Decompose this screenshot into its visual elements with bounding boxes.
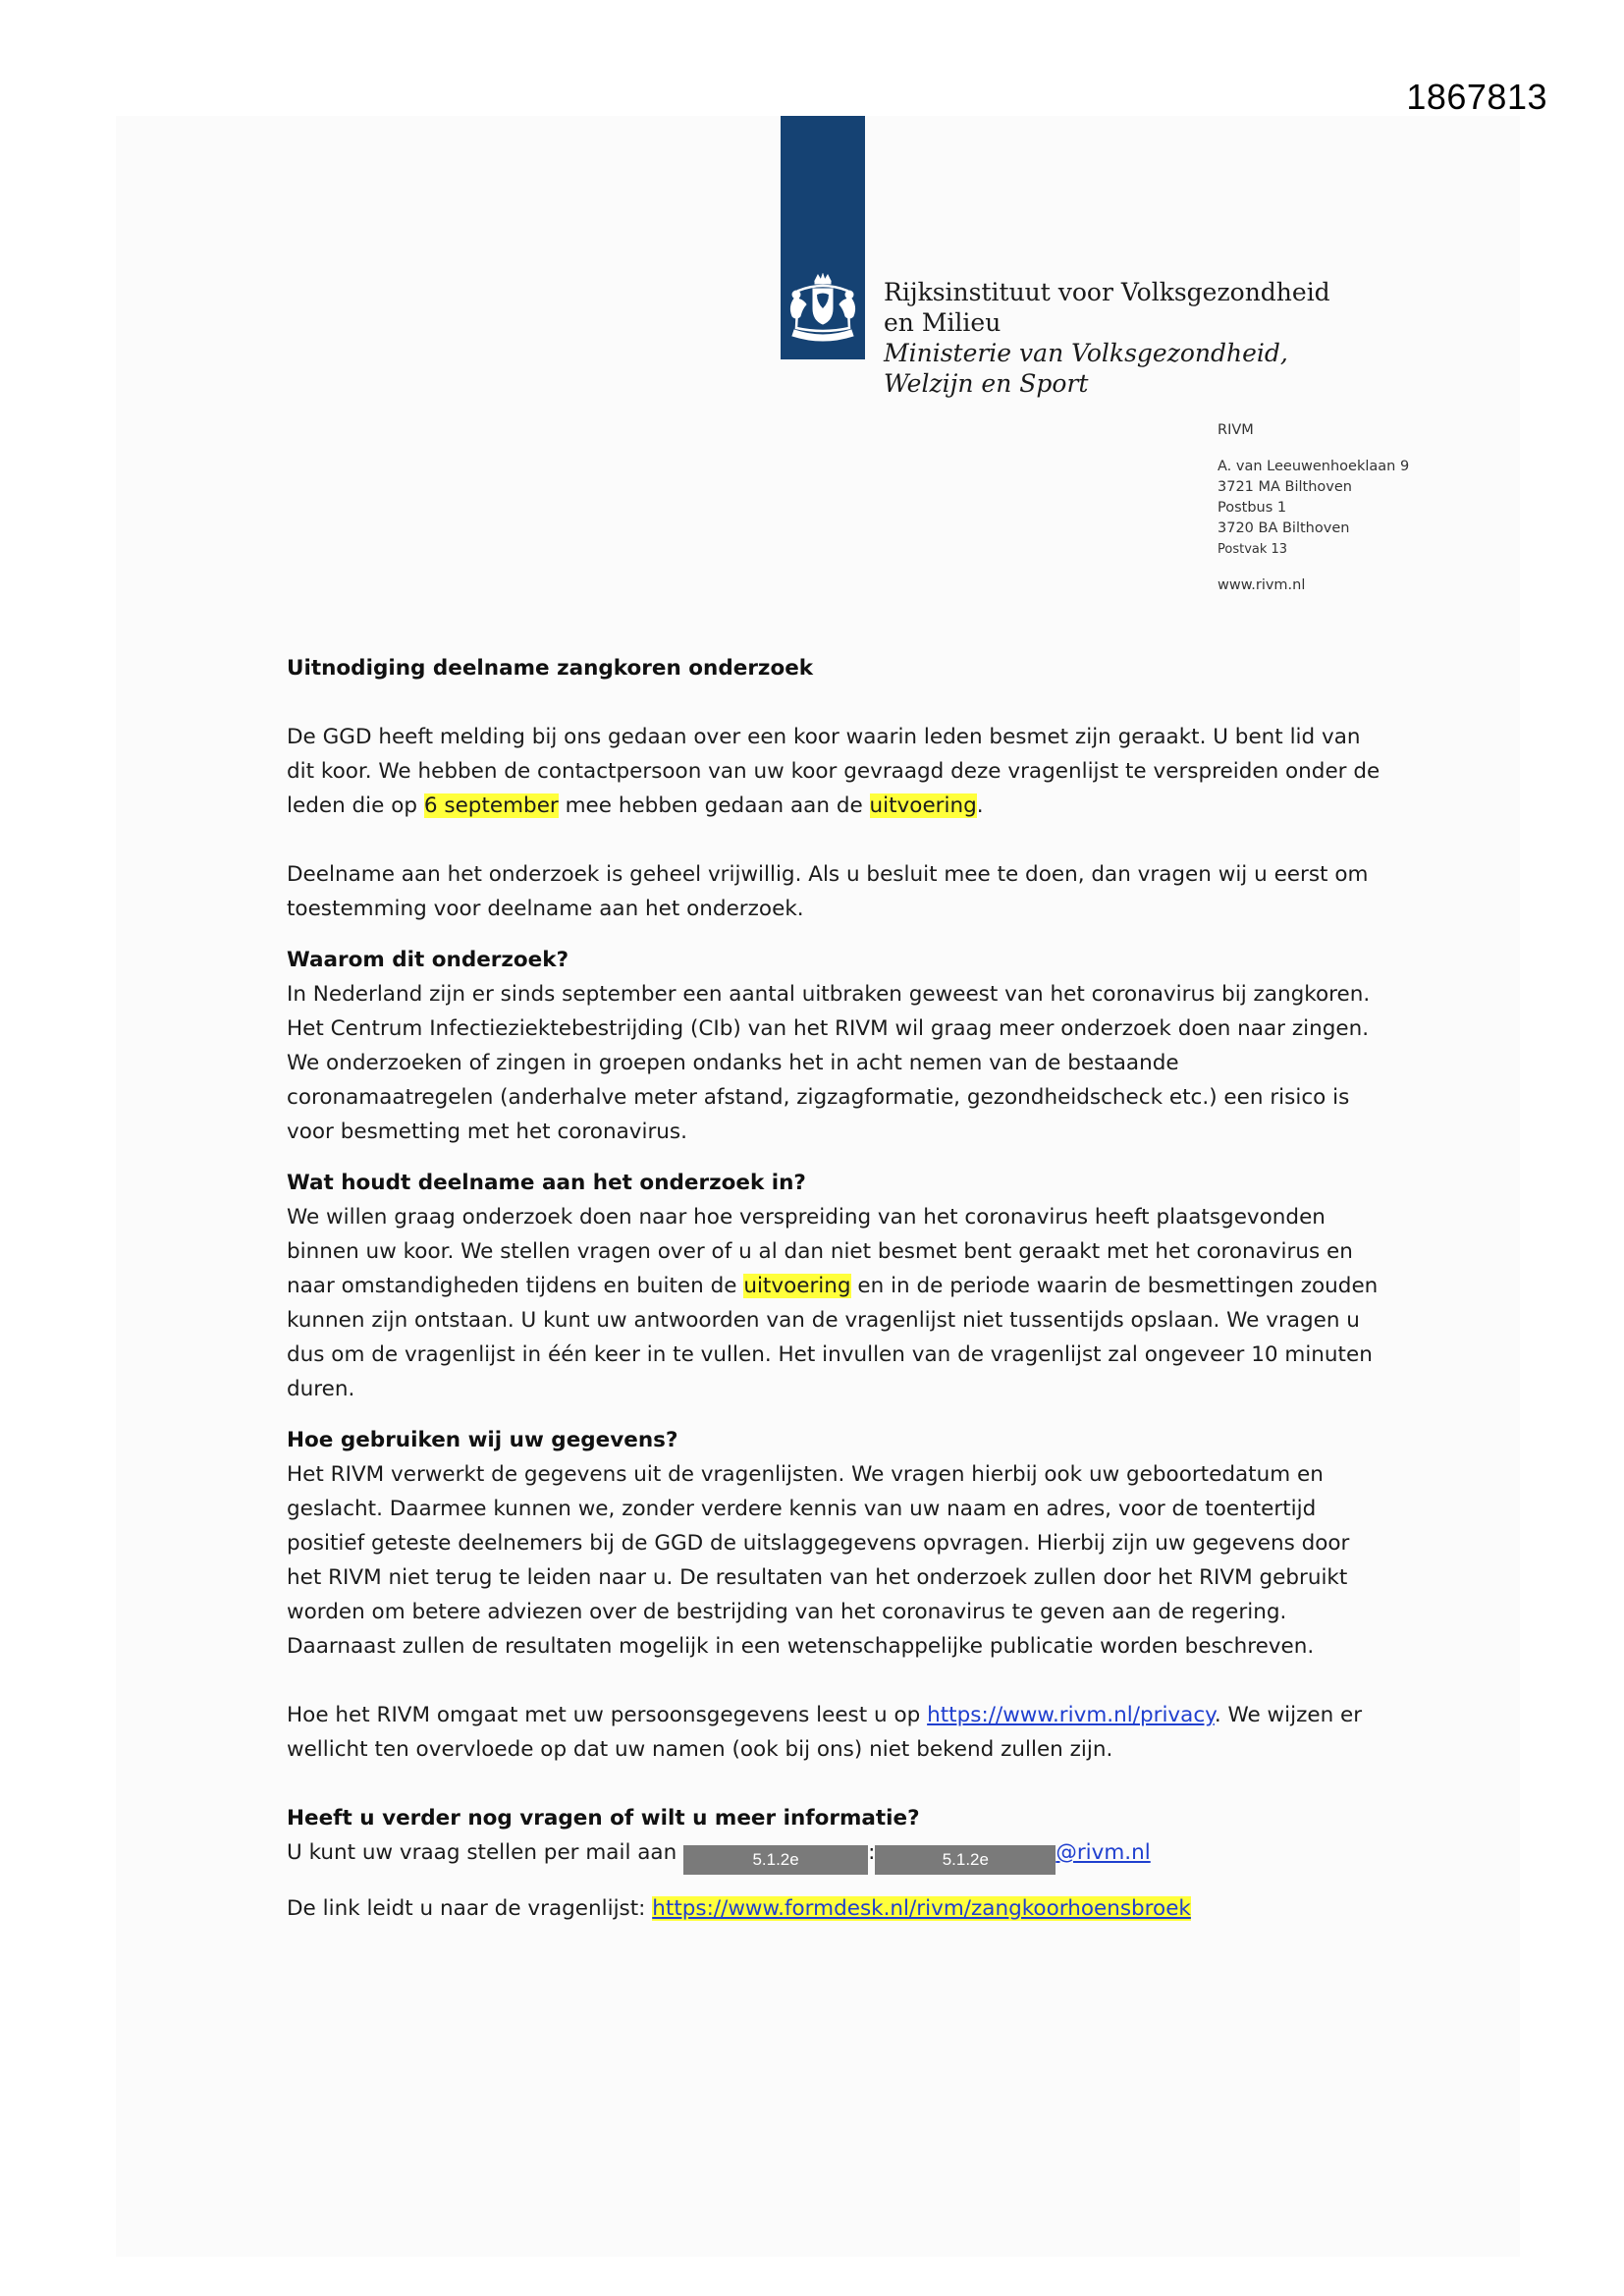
survey-link[interactable]: https://www.formdesk.nl/rivm/zangkoorhoensbroek: [652, 1896, 1191, 1921]
data-use-heading: Hoe gebruiken wij uw gegevens?: [287, 1428, 678, 1452]
ministry-line: Ministerie van Volksgezondheid,: [884, 339, 1288, 367]
org-line: Rijksinstituut voor Volksgezondheid: [884, 278, 1330, 306]
website: www.rivm.nl: [1218, 577, 1306, 593]
highlighted-event: uitvoering: [869, 793, 977, 818]
intro-text: mee hebben gedaan aan de: [558, 793, 870, 818]
contact-line: [287, 1835, 1386, 1875]
intro-text: De GGD heeft melding bij ons gedaan over een koor waarin leden besmet zijn geraakt. U bent lid van dit koor. We hebben de contactpersoon van uw koor gevraagd deze vragenlijst te verspreiden onder de leden die op: [287, 725, 1380, 818]
document-number: 1867813: [1406, 77, 1547, 117]
org-line: en Milieu: [884, 308, 1001, 337]
questions-heading: Heeft u verder nog vragen of wilt u meer informatie?: [287, 1806, 920, 1831]
highlighted-date: 6 september: [423, 793, 559, 818]
dutch-coat-of-arms-icon: [785, 273, 861, 344]
participation-text: en in de periode waarin de besmettingen zouden kunnen zijn ontstaan. U kunt uw antwoorden van de vragenlijst niet tussentijds opslaan. We vragen u dus om de vragenlijst in één keer in te vullen. Het invullen van de vragenlijst zal ongeveer 10 minuten duren.: [287, 1274, 1379, 1401]
survey-prefix: De link leidt u naar de vragenlijst:: [287, 1896, 653, 1921]
sender-address: [1218, 420, 1409, 596]
postal-city: 3721 MA Bilthoven: [1218, 479, 1352, 495]
sender-name: RIVM: [1218, 422, 1254, 438]
email-link[interactable]: @rivm.nl: [1056, 1840, 1151, 1865]
privacy-paragraph: [287, 1698, 1386, 1767]
postvak: Postvak 13: [1218, 542, 1288, 557]
street-address: A. van Leeuwenhoeklaan 9: [1218, 459, 1410, 474]
government-logo: [781, 116, 865, 359]
participation-heading: Wat houdt deelname aan het onderzoek in?: [287, 1171, 806, 1195]
participation-text: We willen graag onderzoek doen naar hoe verspreiding van het coronavirus heeft plaatsgevonden binnen uw koor. We stellen vragen over of u al dan niet besmet bent geraakt met het coronavirus en naar omstandigheden tijdens en buiten de: [287, 1205, 1353, 1298]
po-box-city: 3720 BA Bilthoven: [1218, 520, 1350, 536]
po-box: Postbus 1: [1218, 500, 1287, 516]
privacy-link[interactable]: https://www.rivm.nl/privacy: [927, 1703, 1215, 1727]
intro-text: .: [976, 793, 984, 818]
privacy-text: . We wijzen er wellicht ten overvloede op dat uw namen (ook bij ons) niet bekend zullen zijn.: [287, 1703, 1363, 1762]
highlighted-event: uitvoering: [743, 1274, 851, 1298]
organisation-name: [884, 277, 1330, 399]
redaction-box: 5.1.2e: [875, 1845, 1056, 1875]
participation-paragraph: [287, 1200, 1386, 1406]
separator: :: [868, 1840, 876, 1865]
letter-body: [287, 651, 1386, 1926]
ministry-line: Welzijn en Sport: [884, 369, 1089, 398]
why-heading: Waarom dit onderzoek?: [287, 948, 569, 972]
redaction-box: 5.1.2e: [683, 1845, 868, 1875]
data-use-paragraph: Het RIVM verwerkt de gegevens uit de vragenlijsten. We vragen hierbij ook uw geboortedatum en geslacht. Daarmee kunnen we, zonder verdere kennis van uw naam en adres, voor de toentertijd positief geteste deelnemers bij de GGD de uitslaggegevens opvragen. Hierbij zijn uw gegevens door het RIVM niet terug te leiden naar u. De resultaten van het onderzoek zullen door het RIVM gebruikt worden om betere adviezen over de bestrijding van het coronavirus te geven aan de regering. Daarnaast zullen de resultaten mogelijk in een wetenschappelijke publicatie worden beschreven.: [287, 1462, 1350, 1659]
letter-title: Uitnodiging deelname zangkoren onderzoek: [287, 656, 814, 681]
survey-line: [287, 1891, 1386, 1926]
voluntary-paragraph: Deelname aan het onderzoek is geheel vrijwillig. Als u besluit mee te doen, dan vragen wij u eerst om toestemming voor deelname aan het onderzoek.: [287, 862, 1369, 921]
intro-paragraph: [287, 720, 1386, 823]
why-paragraph: In Nederland zijn er sinds september een aantal uitbraken geweest van het coronavirus bij zangkoren. Het Centrum Infectieziektebestrijding (CIb) van het RIVM wil graag meer onderzoek doen naar zingen. We onderzoeken of zingen in groepen ondanks het in acht nemen van de bestaande coronamaatregelen (anderhalve meter afstand, zigzagformatie, gezondheidscheck etc.) een risico is voor besmetting met het coronavirus.: [287, 982, 1371, 1144]
privacy-text: Hoe het RIVM omgaat met uw persoonsgegevens leest u op: [287, 1703, 928, 1727]
contact-prefix: U kunt uw vraag stellen per mail aan: [287, 1840, 684, 1865]
